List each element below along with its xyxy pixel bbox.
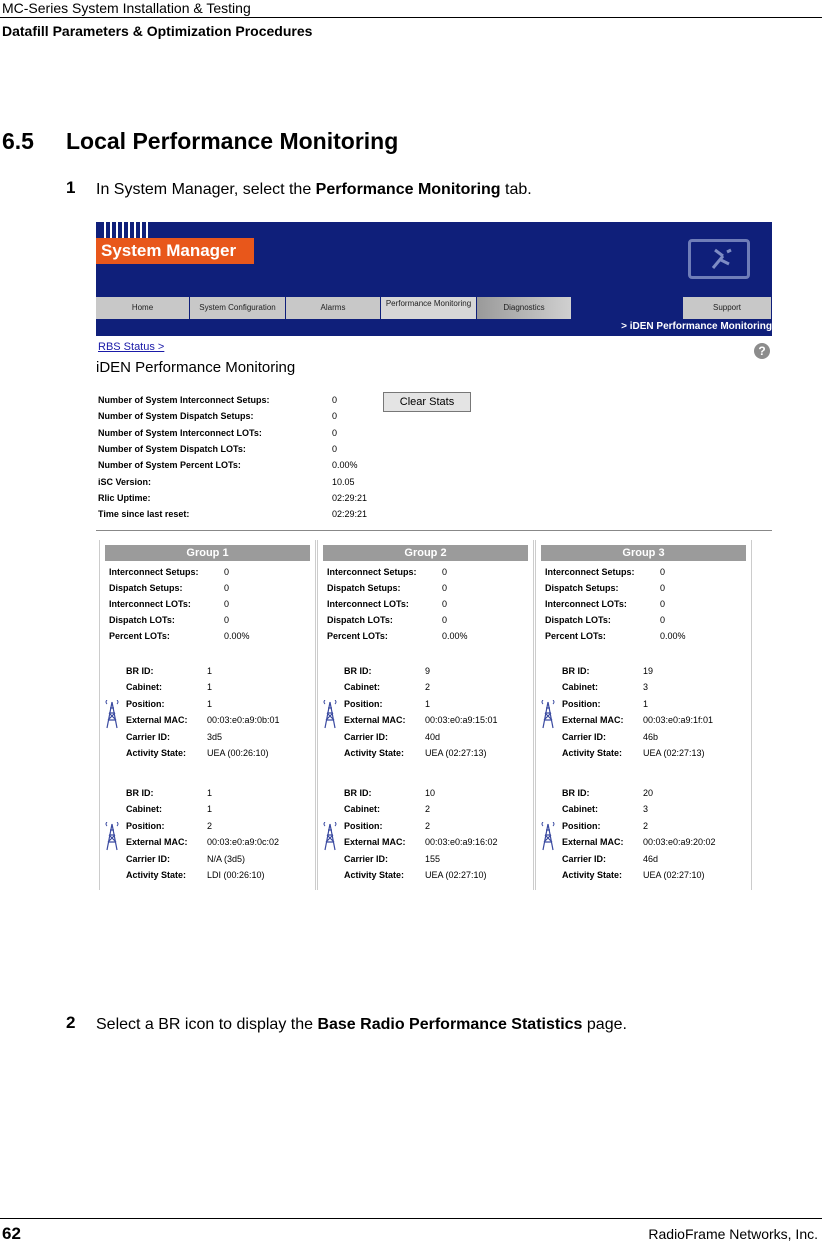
breadcrumb-text: > iDEN Performance Monitoring (621, 321, 772, 332)
br-row: Carrier ID: 46b (562, 732, 659, 742)
group-stat-row: Interconnect LOTs: 0 (327, 599, 448, 609)
br-row: Position: 1 (562, 699, 649, 709)
stat-row: Time since last reset: 02:29:21 (98, 509, 368, 519)
step-2-emphasis: Base Radio Performance Statistics (317, 1016, 583, 1033)
br-row: Cabinet: 2 (344, 682, 431, 692)
br-row: Cabinet: 2 (344, 804, 431, 814)
br-row: Position: 1 (126, 699, 213, 709)
br-row: External MAC: 00:03:e0:a9:1f:01 (562, 715, 714, 725)
br-row: Carrier ID: 40d (344, 732, 441, 742)
br-row: Activity State: LDI (00:26:10) (126, 870, 265, 880)
system-manager-screenshot (96, 222, 772, 890)
group-panel (99, 540, 316, 890)
tab-support[interactable]: Support (683, 297, 772, 319)
step-2-text: Select a BR icon to display the Base Radio Performance Statistics page. (96, 1016, 627, 1033)
tab-diagnostics[interactable]: Diagnostics (477, 297, 572, 319)
br-entry (323, 788, 533, 888)
document-header-title: MC-Series System Installation & Testing (2, 0, 251, 16)
help-icon[interactable]: ? (754, 343, 770, 359)
br-row: Cabinet: 3 (562, 804, 649, 814)
br-entry (105, 788, 315, 888)
group-stat-row: Percent LOTs: 0.00% (327, 631, 468, 641)
app-logo: System Manager (96, 238, 254, 264)
br-entry (105, 666, 315, 766)
stat-row: Number of System Percent LOTs: 0.00% (98, 460, 358, 470)
group-panel (317, 540, 534, 890)
base-radio-tower-icon[interactable] (541, 700, 555, 730)
br-row: Carrier ID: 155 (344, 854, 441, 864)
step-1-emphasis: Performance Monitoring (315, 181, 501, 198)
step-1-text: In System Manager, select the Performance Monitoring tab. (96, 181, 532, 198)
group-stat-row: Interconnect LOTs: 0 (545, 599, 666, 609)
footer-rule (0, 1218, 822, 1219)
br-row: Activity State: UEA (02:27:13) (344, 748, 487, 758)
br-row: Activity State: UEA (02:27:10) (344, 870, 487, 880)
br-row: External MAC: 00:03:e0:a9:20:02 (562, 837, 716, 847)
footer-company: RadioFrame Networks, Inc. (648, 1226, 818, 1242)
br-row: Position: 2 (344, 821, 431, 831)
group-header: Group 1 (105, 545, 310, 561)
page-number: 62 (2, 1224, 21, 1243)
stat-row: iSC Version: 10.05 (98, 477, 355, 487)
page-title: iDEN Performance Monitoring (96, 359, 296, 376)
br-row: Cabinet: 1 (126, 804, 213, 814)
banner-stripes (96, 222, 166, 238)
stat-row: Number of System Interconnect LOTs: 0 (98, 428, 338, 438)
stat-row: Number of System Interconnect Setups: 0 (98, 395, 338, 405)
group-stat-row: Dispatch LOTs: 0 (109, 615, 230, 625)
br-row: Position: 2 (126, 821, 213, 831)
clear-stats-button[interactable]: Clear Stats (383, 392, 471, 412)
group-panel (535, 540, 752, 890)
br-row: External MAC: 00:03:e0:a9:16:02 (344, 837, 498, 847)
group-stat-row: Dispatch Setups: 0 (327, 583, 448, 593)
section-title: Local Performance Monitoring (66, 128, 399, 154)
br-row: Cabinet: 3 (562, 682, 649, 692)
group-header: Group 2 (323, 545, 528, 561)
group-stat-row: Interconnect Setups: 0 (327, 567, 448, 577)
group-stat-row: Interconnect Setups: 0 (109, 567, 230, 577)
br-row: Activity State: UEA (02:27:10) (562, 870, 705, 880)
tab-home[interactable]: Home (96, 297, 190, 319)
group-stat-row: Dispatch Setups: 0 (109, 583, 230, 593)
group-stat-row: Interconnect LOTs: 0 (109, 599, 230, 609)
step-2-number: 2 (66, 1013, 76, 1032)
tab-performance-monitoring[interactable]: Performance Monitoring (381, 297, 477, 319)
br-row: BR ID: 1 (126, 666, 213, 676)
base-radio-tower-icon[interactable] (323, 700, 337, 730)
document-header-subtitle: Datafill Parameters & Optimization Procedures (2, 23, 313, 39)
stat-row: Number of System Dispatch LOTs: 0 (98, 444, 338, 454)
br-row: Activity State: UEA (02:27:13) (562, 748, 705, 758)
brand-emblem-icon (688, 239, 750, 279)
breadcrumb (96, 320, 772, 336)
br-entry (541, 788, 751, 888)
br-row: Activity State: UEA (00:26:10) (126, 748, 269, 758)
stat-row: Number of System Dispatch Setups: 0 (98, 411, 338, 421)
group-stat-row: Dispatch Setups: 0 (545, 583, 666, 593)
br-row: Position: 1 (344, 699, 431, 709)
br-entry (323, 666, 533, 766)
tab-alarms[interactable]: Alarms (286, 297, 381, 319)
base-radio-tower-icon[interactable] (323, 822, 337, 852)
divider (96, 530, 772, 531)
group-stat-row: Dispatch LOTs: 0 (545, 615, 666, 625)
br-row: External MAC: 00:03:e0:a9:15:01 (344, 715, 498, 725)
br-row: External MAC: 00:03:e0:a9:0b:01 (126, 715, 280, 725)
br-row: BR ID: 20 (562, 788, 654, 798)
br-row: Cabinet: 1 (126, 682, 213, 692)
header-rule (0, 17, 822, 18)
br-row: BR ID: 19 (562, 666, 654, 676)
br-row: Carrier ID: N/A (3d5) (126, 854, 246, 864)
rbs-status-link[interactable]: RBS Status > (98, 341, 165, 353)
base-radio-tower-icon[interactable] (541, 822, 555, 852)
group-stat-row: Interconnect Setups: 0 (545, 567, 666, 577)
step-1-number: 1 (66, 178, 76, 197)
br-row: BR ID: 1 (126, 788, 213, 798)
br-row: BR ID: 10 (344, 788, 436, 798)
section-number: 6.5 (2, 128, 34, 154)
br-row: Carrier ID: 46d (562, 854, 659, 864)
group-stat-row: Percent LOTs: 0.00% (545, 631, 686, 641)
app-banner (96, 222, 772, 297)
group-header: Group 3 (541, 545, 746, 561)
group-stat-row: Percent LOTs: 0.00% (109, 631, 250, 641)
group-stat-row: Dispatch LOTs: 0 (327, 615, 448, 625)
base-radio-tower-icon[interactable] (105, 700, 119, 730)
br-row: External MAC: 00:03:e0:a9:0c:02 (126, 837, 280, 847)
stat-row: Rlic Uptime: 02:29:21 (98, 493, 368, 503)
tab-system-configuration[interactable]: System Configuration (190, 297, 286, 319)
main-tabs (96, 297, 772, 320)
base-radio-tower-icon[interactable] (105, 822, 119, 852)
br-entry (541, 666, 751, 766)
br-row: BR ID: 9 (344, 666, 431, 676)
br-row: Carrier ID: 3d5 (126, 732, 223, 742)
br-row: Position: 2 (562, 821, 649, 831)
